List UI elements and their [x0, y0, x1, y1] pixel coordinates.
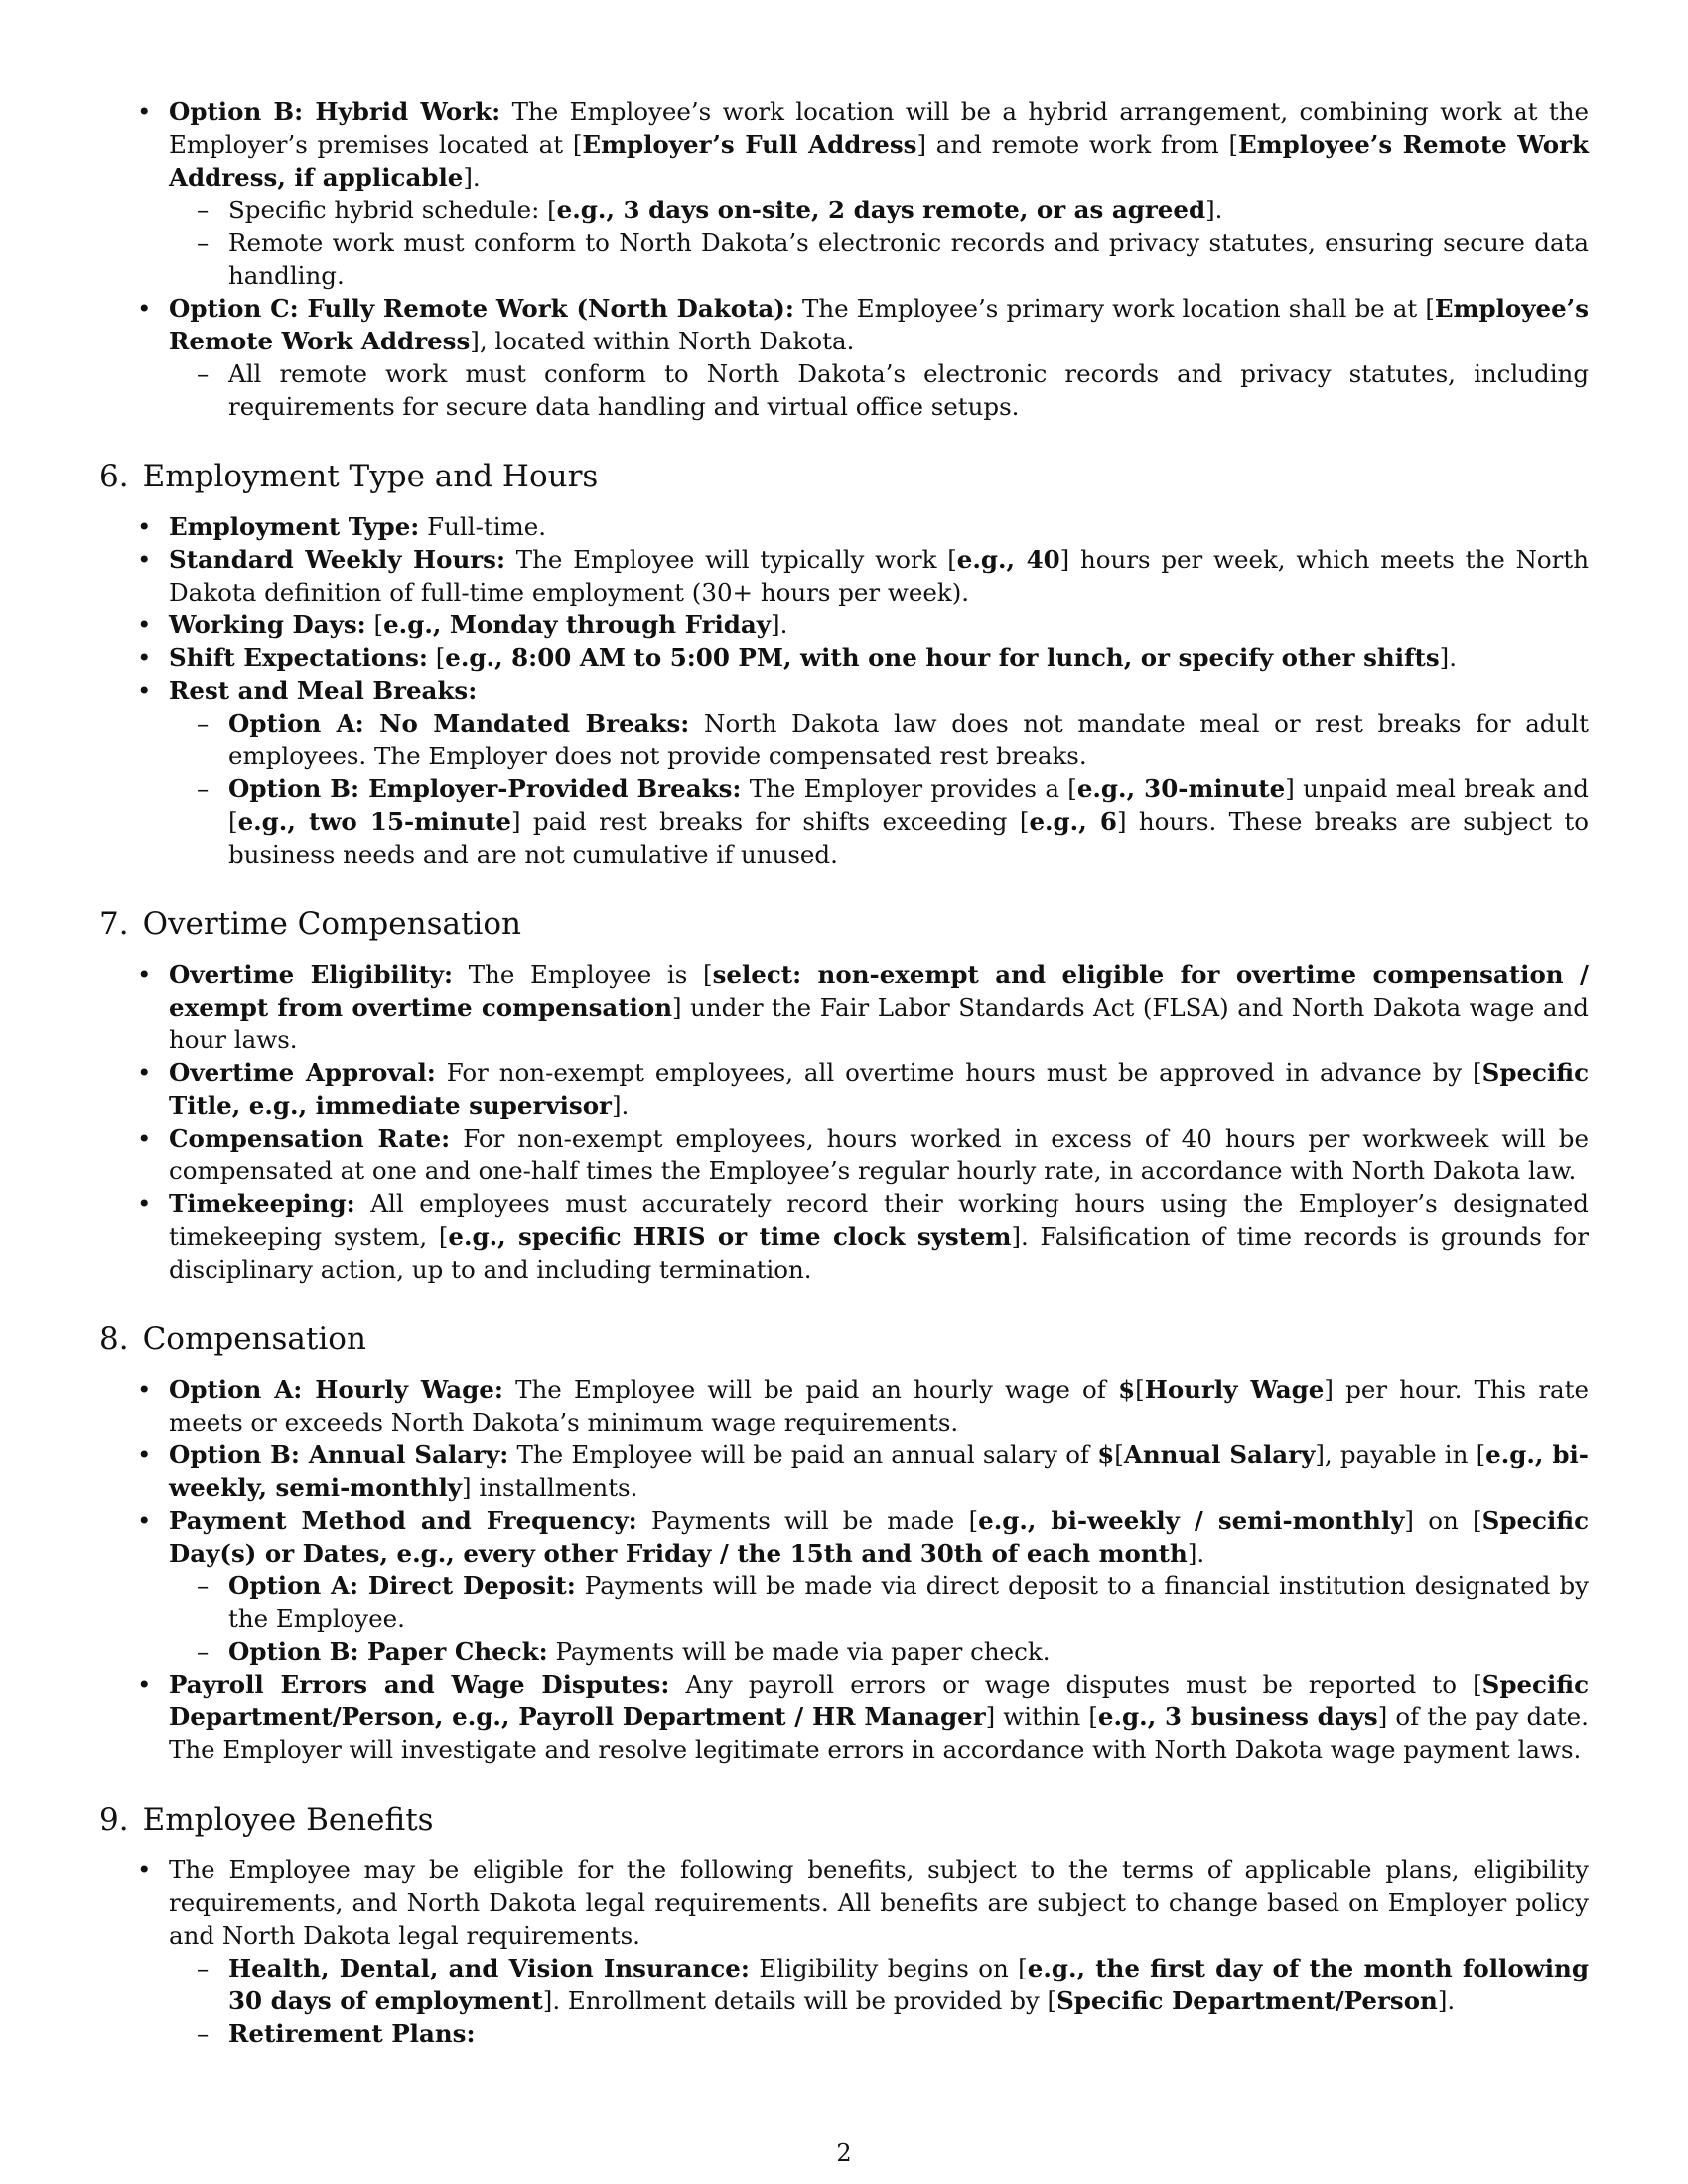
list-item: • Overtime Eligibility: The Employee is [select: non-exempt and eligible for overtime compensation / exempt from overtime compensation] under the Fair Labor Standards Act (FLSA) and North Dakota wage and hour laws. — [99, 958, 1589, 1056]
sub-list-item: – Retirement Plans: — [169, 2017, 1589, 2050]
employment-type-list — [99, 510, 1589, 871]
list-item: • Standard Weekly Hours: The Employee will typically work [e.g., 40] hours per week, which meets the North Dakota definition of full-time employment (30+ hours per week). — [99, 543, 1589, 609]
overtime-list — [99, 958, 1589, 1286]
section-heading-employment-type: 6. Employment Type and Hours — [99, 459, 599, 494]
list-item: • The Employee may be eligible for the following benefits, subject to the terms of applicable plans, eligibility requirements, and North Dakota legal requirements. All benefits are subject to change based on Employer policy and North Dakota legal requirements. – Health, Dental, and Vision Insurance: Eligibility begins on [e.g., the first day of the month following 30 days of employment]. Enrollment details will be provided by [Specific Department/Person]. – Retirement Plans: — [99, 1853, 1589, 2050]
list-item: • Shift Expectations: [e.g., 8:00 AM to 5:00 PM, with one hour for lunch, or specify other shifts]. — [99, 641, 1589, 674]
sub-list-item: – Option A: Direct Deposit: Payments will be made via direct deposit to a financial institution designated by the Employee. — [169, 1570, 1589, 1635]
document-page — [99, 95, 1589, 2050]
sub-list-item: – Option A: No Mandated Breaks: North Dakota law does not mandate meal or rest breaks for adult employees. The Employer does not provide compensated rest breaks. — [169, 707, 1589, 772]
section-heading-benefits: 9. Employee Benefits — [99, 1802, 434, 1838]
list-item: • Timekeeping: All employees must accurately record their working hours using the Employer’s designated timekeeping system, [e.g., specific HRIS or time clock system]. Falsification of time records is grounds for disciplinary action, up to and including termination. — [99, 1187, 1589, 1286]
work-location-options — [99, 95, 1589, 423]
list-item: • Option B: Hybrid Work: The Employee’s work location will be a hybrid arrangement, combining work at the Employer’s premises located at [Employer’s Full Address] and remote work from [Employee’s Remote Work Address, if applicable]. – Specific hybrid schedule: [e.g., 3 days on-site, 2 days remote, or as agreed]. – Remote work must conform to North Dakota’s electronic records and privacy statutes, ensuring secure data handling. — [99, 95, 1589, 292]
list-item: • Compensation Rate: For non-exempt employees, hours worked in excess of 40 hours per workweek will be compensated at one and one-half times the Employee’s regular hourly rate, in accordance with North Dakota law. — [99, 1122, 1589, 1187]
list-item: • Payroll Errors and Wage Disputes: Any payroll errors or wage disputes must be reported to [Specific Department/Person, e.g., Payroll Department / HR Manager] within [e.g., 3 business days] of the pay date. The Employer will investigate and resolve legitimate errors in accordance with North Dakota wage payment laws. — [99, 1668, 1589, 1766]
sub-list — [169, 194, 1589, 292]
page-number: 2 — [836, 2139, 852, 2167]
sub-list — [169, 707, 1589, 871]
sub-list-item: – All remote work must conform to North Dakota’s electronic records and privacy statutes, including requirements for secure data handling and virtual office setups. — [169, 357, 1589, 423]
list-item: • Working Days: [e.g., Monday through Friday]. — [99, 609, 1589, 641]
sub-list-item: – Remote work must conform to North Dakota’s electronic records and privacy statutes, ensuring secure data handling. — [169, 226, 1589, 292]
section-heading-overtime: 7. Overtime Compensation — [99, 906, 521, 942]
compensation-list — [99, 1373, 1589, 1766]
sub-list-item: – Option B: Paper Check: Payments will be made via paper check. — [169, 1635, 1589, 1668]
benefits-list — [99, 1853, 1589, 2050]
sub-list-item: – Specific hybrid schedule: [e.g., 3 days on-site, 2 days remote, or as agreed]. — [169, 194, 1589, 226]
sub-list — [169, 1952, 1589, 2050]
list-item: • Overtime Approval: For non-exempt employees, all overtime hours must be approved in advance by [Specific Title, e.g., immediate supervisor]. — [99, 1056, 1589, 1122]
list-item: • Option C: Fully Remote Work (North Dakota): The Employee’s primary work location shall be at [Employee’s Remote Work Address], located within North Dakota. – All remote work must conform to North Dakota’s electronic records and privacy statutes, including requirements for secure data handling and virtual office setups. — [99, 292, 1589, 423]
sub-list — [169, 357, 1589, 423]
list-item: • Option B: Annual Salary: The Employee will be paid an annual salary of $[Annual Salary], payable in [e.g., bi-weekly, semi-monthly] installments. — [99, 1438, 1589, 1504]
list-item: • Rest and Meal Breaks: – Option A: No Mandated Breaks: North Dakota law does not mandate meal or rest breaks for adult employees. The Employer does not provide compensated rest breaks. – Option B: Employer-Provided Breaks: The Employer provides a [e.g., 30-minute] unpaid meal break and [e.g., two 15-minute] paid rest breaks for shifts exceeding [e.g., 6] hours. These breaks are subject to business needs and are not cumulative if unused. — [99, 674, 1589, 871]
list-item: • Payment Method and Frequency: Payments will be made [e.g., bi-weekly / semi-monthly] on [Specific Day(s) or Dates, e.g., every other Friday / the 15th and 30th of each month]. – Option A: Direct Deposit: Payments will be made via direct deposit to a financial institution designated by the Employee. – Option B: Paper Check: Payments will be made via paper check. — [99, 1504, 1589, 1668]
sub-list-item: – Health, Dental, and Vision Insurance: Eligibility begins on [e.g., the first day of the month following 30 days of employment]. Enrollment details will be provided by [Specific Department/Person]. — [169, 1952, 1589, 2017]
sub-list-item: – Option B: Employer-Provided Breaks: The Employer provides a [e.g., 30-minute] unpaid meal break and [e.g., two 15-minute] paid rest breaks for shifts exceeding [e.g., 6] hours. These breaks are subject to business needs and are not cumulative if unused. — [169, 772, 1589, 871]
sub-list — [169, 1570, 1589, 1668]
list-item: • Employment Type: Full-time. — [99, 510, 1589, 543]
section-heading-compensation: 8. Compensation — [99, 1321, 366, 1357]
list-item: • Option A: Hourly Wage: The Employee will be paid an hourly wage of $[Hourly Wage] per hour. This rate meets or exceeds North Dakota’s minimum wage requirements. — [99, 1373, 1589, 1438]
